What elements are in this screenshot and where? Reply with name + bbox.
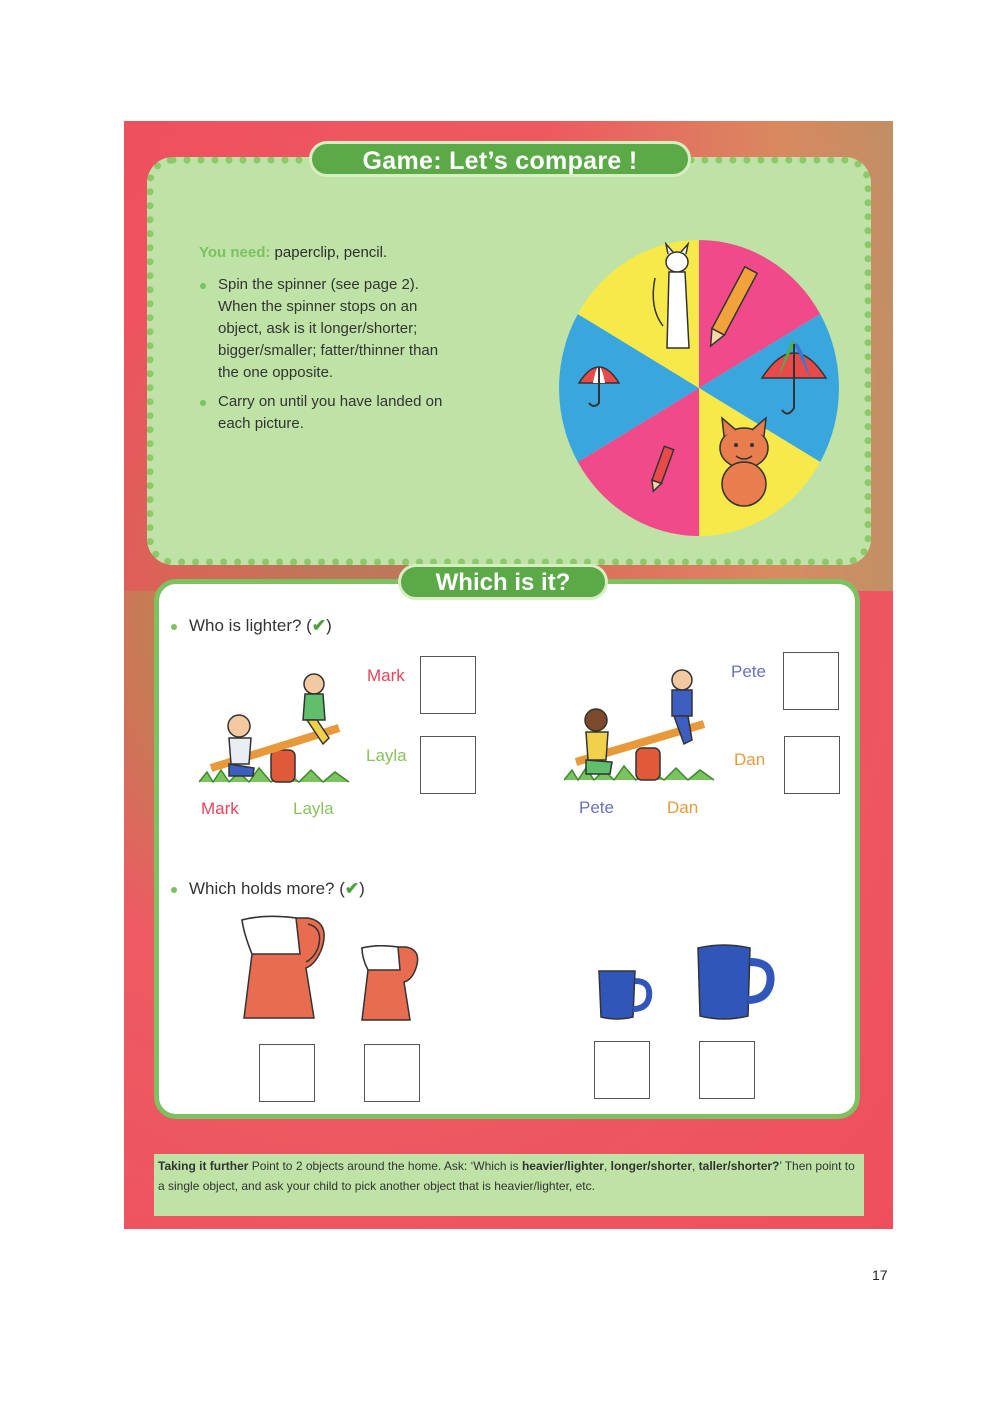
- answer-box-big-jug[interactable]: [259, 1044, 315, 1102]
- name-layla-caption: Layla: [293, 799, 334, 818]
- name-dan-caption: Dan: [667, 798, 699, 817]
- name-mark-caption: Mark: [201, 799, 239, 818]
- game-title: Game: Let’s compare !: [309, 141, 691, 177]
- game-panel: [147, 157, 871, 565]
- option-mark-label: Mark: [367, 666, 405, 685]
- which-is-it-panel: [154, 579, 860, 1119]
- big-jug-picture: [234, 914, 334, 1024]
- tick-icon: ✔: [344, 879, 360, 898]
- cat-icon: [720, 418, 768, 506]
- answer-box-big-mug[interactable]: [699, 1041, 755, 1099]
- question-lighter: Who is lighter? (✔): [171, 616, 332, 636]
- seesaw-pete-dan-picture: [564, 662, 719, 787]
- spinner-wheel[interactable]: [559, 240, 839, 536]
- instruction-item: Spin the spinner (see page 2). When the spinner stops on an object, ask is it longer/shorter; bigger/smaller; fatter/thinner than the one opposite.: [200, 274, 460, 384]
- big-mug-picture: [694, 942, 779, 1024]
- seesaw-mark-layla-picture: [199, 664, 354, 789]
- answer-box-pete[interactable]: [783, 652, 839, 710]
- small-jug-picture: [356, 944, 426, 1024]
- option-dan-label: Dan: [734, 750, 766, 769]
- taking-it-further-note: Taking it further Point to 2 objects around the home. Ask: ‘Which is heavier/lighter, longer/shorter, taller/shorter?’ Then point to a single object, and ask your child to pick another object that is heavier/lighter, etc.: [154, 1154, 864, 1216]
- option-pete-label: Pete: [731, 662, 766, 681]
- instructions-list: [200, 274, 460, 442]
- you-need-items: paperclip, pencil.: [270, 244, 388, 261]
- tick-icon: ✔: [311, 616, 327, 635]
- small-mug-picture: [595, 967, 655, 1023]
- page-number: 17: [872, 1267, 888, 1283]
- you-need-line: [199, 244, 387, 261]
- answer-box-mark[interactable]: [420, 656, 476, 714]
- option-layla-label: Layla: [366, 746, 407, 765]
- you-need-label: You need:: [199, 244, 271, 261]
- instruction-item: Carry on until you have landed on each picture.: [200, 391, 460, 435]
- which-is-it-title: Which is it?: [398, 564, 608, 600]
- answer-box-layla[interactable]: [420, 736, 476, 794]
- activity-page: [124, 121, 893, 1229]
- answer-box-small-jug[interactable]: [364, 1044, 420, 1102]
- question-holds-more: Which holds more? (✔): [171, 879, 365, 899]
- answer-box-dan[interactable]: [784, 736, 840, 794]
- name-pete-caption: Pete: [579, 798, 614, 817]
- answer-box-small-mug[interactable]: [594, 1041, 650, 1099]
